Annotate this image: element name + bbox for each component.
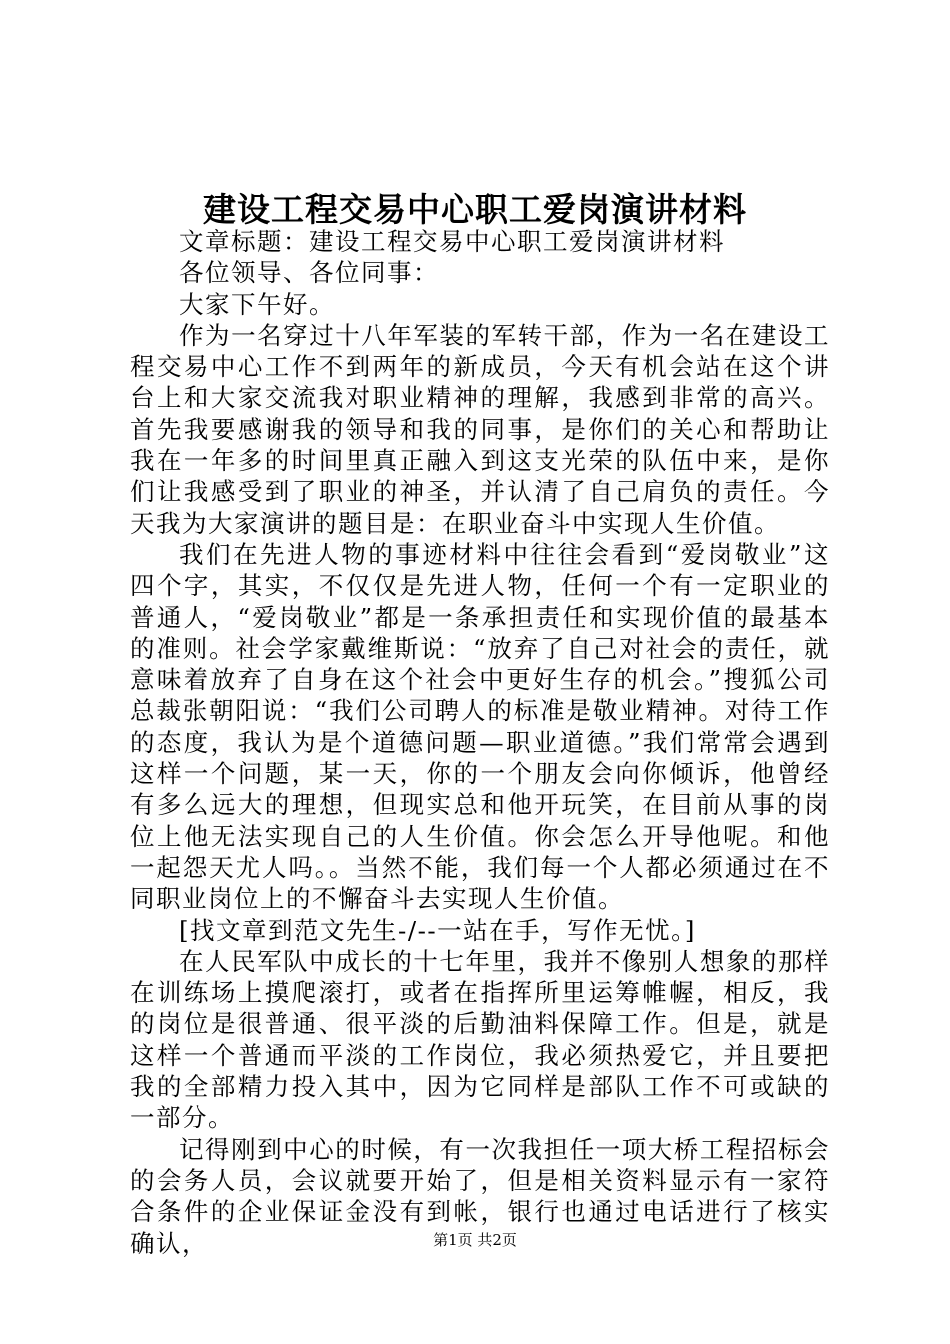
salutation: 各位领导、各位同事： [179, 258, 439, 288]
paragraph-memory: 记得刚到中心的时候，有一次我担任一项大桥工程招标会的会务人员，会议就要开始了，但是相关资料显示有一家符合条件的企业保证金没有到帐，银行也通过电话进行了核实确认， [130, 1134, 830, 1258]
paragraph-introduction: 作为一名穿过十八年军装的军转干部，作为一名在建设工程交易中心工作不到两年的新成员，今天有机会站在这个讲台上和大家交流我对职业精神的理解，我感到非常的高兴。首先我要感谢我的领导和我的同事，是你们的关心和帮助让我在一年多的时间里真正融入到这支光荣的队伍中来，是你们让我感受到了职业的神圣，并认清了自己肩负的责任。今天我为大家演讲的题目是：在职业奋斗中实现人生价值。 [130, 320, 830, 538]
document-body [130, 226, 830, 1259]
page-number-footer: 第1页 共2页 [433, 1231, 517, 1249]
paragraph-dedication: 我们在先进人物的事迹材料中往往会看到“爱岗敬业”这四个字，其实，不仅仅是先进人物，任何一个有一定职业的普通人，“爱岗敬业”都是一条承担责任和实现价值的最基本的准则。社会学家戴维斯说：“放弃了自己对社会的责任，就意味着放弃了自身在这个社会中更好生存的机会。”搜狐公司总裁张朝阳说：“我们公司聘人的标准是敬业精神。对待工作的态度，我认为是个道德问题—职业道德。”我们常常会遇到这样一个问题，某一天，你的一个朋友会向你倾诉，他曾经有多么远大的理想，但现实总和他开玩笑，在目前从事的岗位上他无法实现自己的人生价值。你会怎么开导他呢。和他一起怨天尤人吗。。当然不能，我们每一个人都必须通过在不同职业岗位上的不懈奋斗去实现人生价值。 [130, 539, 830, 914]
greeting: 大家下午好。 [179, 289, 335, 319]
source-note: [找文章到范文先生-/--一站在手，写作无忧。] [179, 915, 696, 945]
paragraph-military-career: 在人民军队中成长的十七年里，我并不像别人想象的那样在训练场上摸爬滚打，或者在指挥所里运筹帷幄，相反，我的岗位是很普通、很平淡的后勤油料保障工作。但是，就是这样一个普通而平淡的工作岗位，我必须热爱它，并且要把我的全部精力投入其中，因为它同样是部队工作不可或缺的一部分。 [130, 946, 830, 1133]
document-title: 建设工程交易中心职工爱岗演讲材料 [203, 190, 747, 229]
article-title-line: 文章标题：建设工程交易中心职工爱岗演讲材料 [179, 227, 725, 256]
